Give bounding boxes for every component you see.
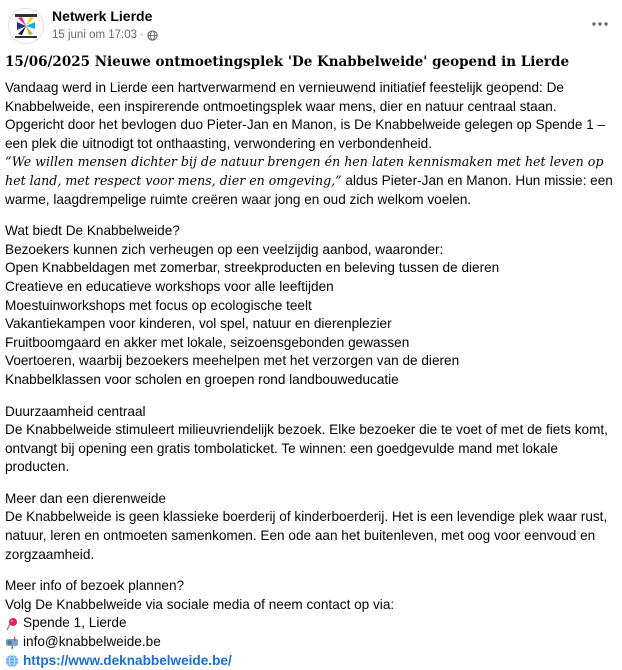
globe-icon [5,654,19,668]
contact-address [5,614,613,633]
globe-icon[interactable] [147,30,158,41]
list-item: Open Knabbeldagen met zomerbar, streekproducten en beleving tussen de dieren [5,260,500,276]
more-options-button[interactable] [588,12,612,36]
mailbox-icon [5,635,19,649]
list-item: Fruitboomgaard en akker met lokale, seizoensgebonden gewassen [5,334,410,350]
website-link[interactable]: https://www.deknabbelweide.be/ [23,652,232,668]
netwerk-lierde-logo [9,9,43,43]
list-item: Vakantiekampen voor kinderen, vol spel, natuur en dierenplezier [5,316,392,332]
more-than-heading: Meer dan een dierenweide [5,490,166,506]
info-paragraph: Volg De Knabbelweide via sociale media of neem contact op via: [5,596,395,612]
post-header [0,0,622,52]
list-item: Knabbelklassen voor scholen en groepen rond landbouweducatie [5,371,399,387]
list-item: Voertoeren, waarbij bezoekers meehelpen met het verzorgen van de dieren [5,353,460,369]
more-than-paragraph: De Knabbelweide is geen klassieke boerderij of kinderboerderij. Het is een levendige plek waar rust, natuur, leren en ontmoeten samenkomen. Een ode aan het buitenleven, met oog voor eenvoud en zorgzaamheid. [5,509,608,562]
quote-paragraph [5,153,613,209]
contact-website [5,652,613,670]
meta-separator: · [140,29,144,41]
round-pushpin-icon [5,617,19,631]
list-item: Creatieve en educatieve workshops voor alle leeftijden [5,278,334,294]
more-horizontal-icon [592,22,608,26]
post-title: 15/06/2025 Nieuwe ontmoetingsplek 'De Knabbelweide' geopend in Lierde [5,54,570,70]
offer-heading: Wat biedt De Knabbelweide? [5,223,180,239]
intro-paragraph: Vandaag werd in Lierde een hartverwarmend en vernieuwend initiatief feestelijk geopend: De Knabbelweide, een inspirerende ontmoetingsplek waar mens, dier en natuur centraal staan. Opgericht door het bevlogen duo Pieter-Jan en Manon, is De Knabbelweide gelegen op Spende 1 – een plek die uitnodigt tot onthaasting, verwondering en verbondenheid. [5,80,606,151]
post-timestamp[interactable]: 15 juni om 17:03 [52,29,138,41]
page-name[interactable]: Netwerk Lierde [52,8,153,24]
post-body [5,79,613,670]
contact-email-text: info@knabbelweide.be [23,634,161,650]
quote-text: “We willen mensen dichter bij de natuur brengen én hen laten kennismaken met het leven op het land, met respect voor mens, dier en omgeving,” [5,154,604,188]
avatar[interactable] [8,8,44,44]
info-heading: Meer info of bezoek plannen? [5,578,185,594]
offer-intro: Bezoekers kunnen zich verheugen op een veelzijdig aanbod, waaronder: [5,241,444,257]
list-item: Moestuinworkshops met focus op ecologische teelt [5,297,312,313]
sustainability-paragraph: De Knabbelweide stimuleert milieuvriendelijk bezoek. Elke bezoeker die te voet of met de fiets komt, ontvangt bij opening een gratis tombolaticket. Te winnen: een goedgevulde mand met lokale producten. [5,422,608,475]
contact-email [5,633,613,652]
sustainability-heading: Duurzaamheid centraal [5,403,146,419]
post-meta [52,29,158,41]
quote-attribution: aldus Pieter-Jan en Manon. Hun missie: een warme, laagdrempelige ruimte creëren waar jong en oud zich welkom voelen. [5,172,613,207]
contact-address-text: Spende 1, Lierde [23,615,127,631]
